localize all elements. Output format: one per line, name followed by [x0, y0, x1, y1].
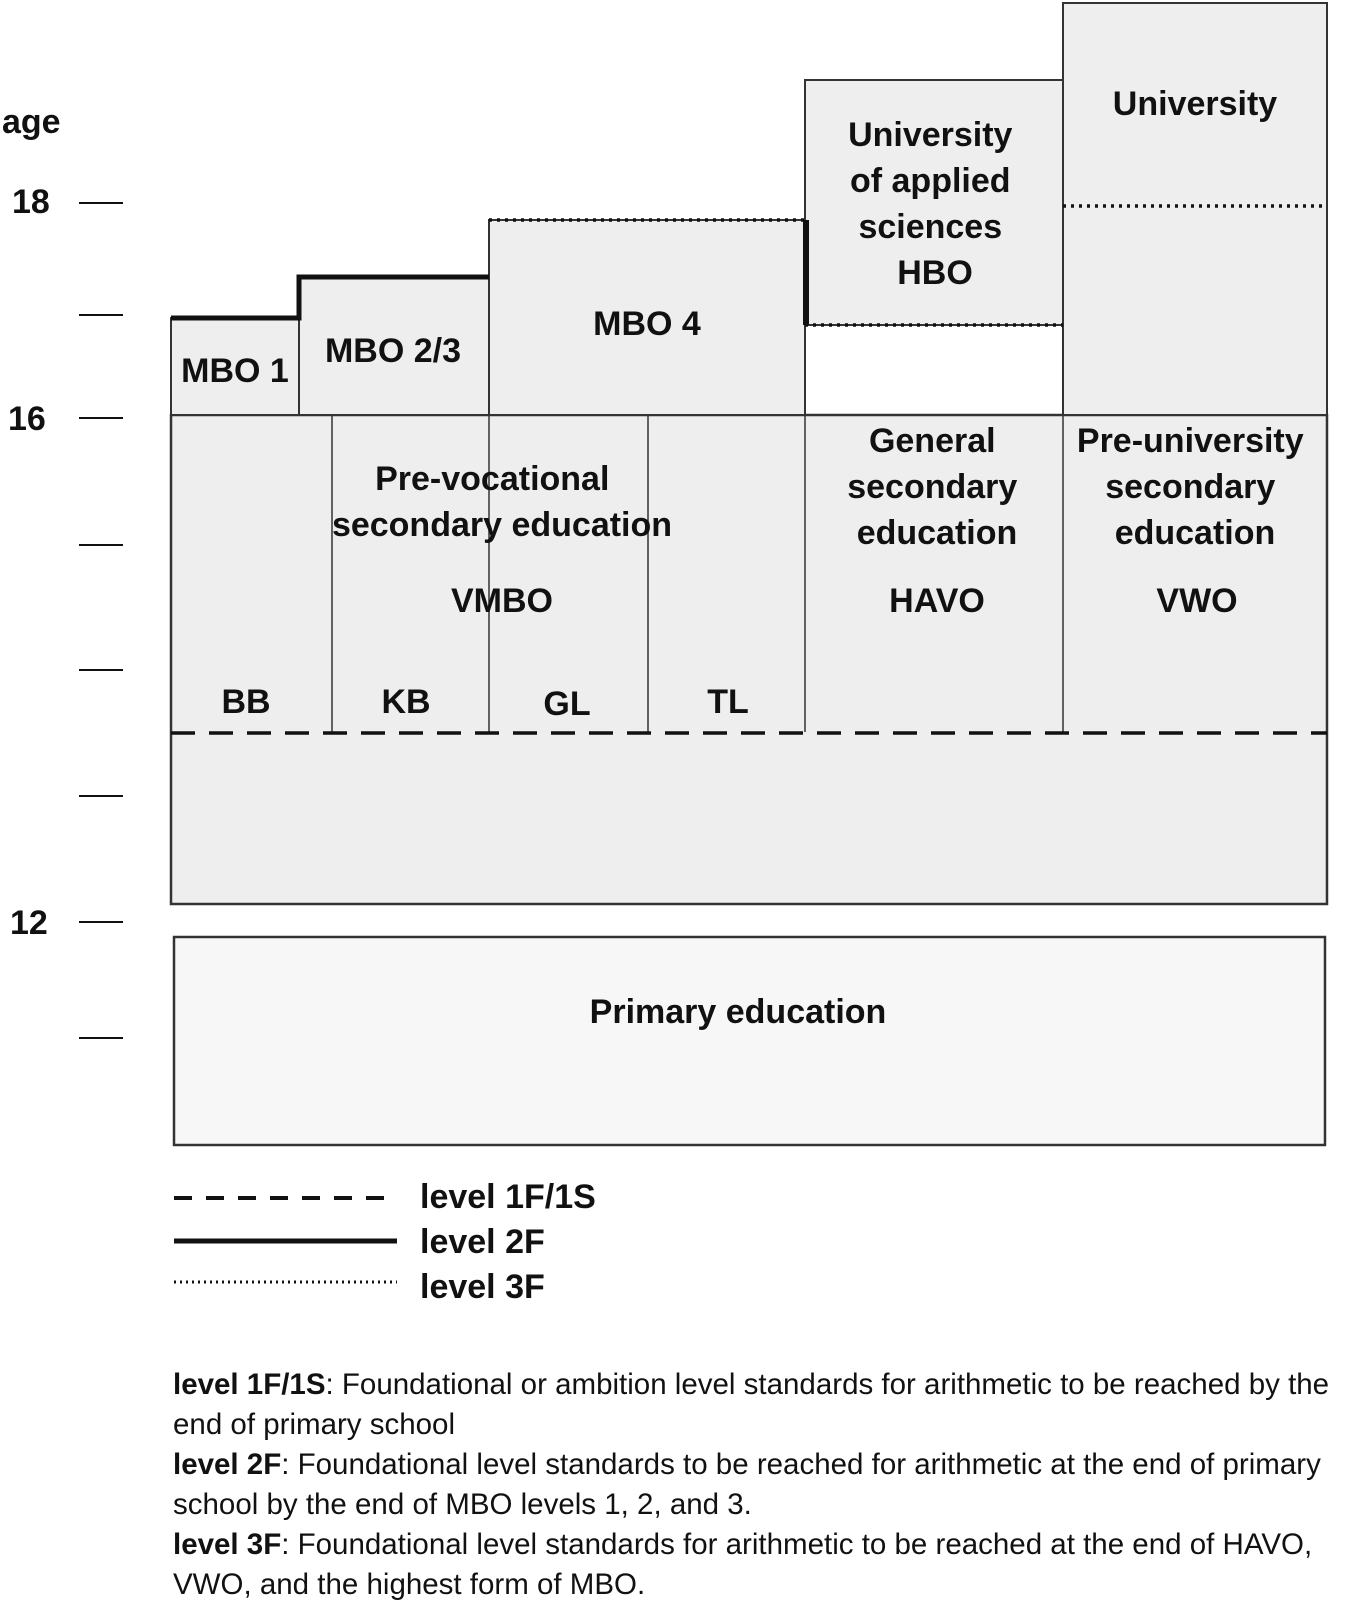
definition-text: : Foundational or ambition level standards for arithmetic to be reached by the end of primary school [173, 1368, 1330, 1441]
havo-label-line: General [868, 422, 996, 460]
primary-education-label: Primary education [589, 993, 887, 1031]
age-tick-label-16: 16 [8, 400, 46, 438]
vmbo-track-kb: KB [381, 683, 431, 721]
definition-text: : Foundational level standards to be reached for arithmetic at the end of primary school by the end of MBO levels 1, 2, and 3. [173, 1448, 1321, 1521]
definition-3f [173, 1525, 1333, 1605]
havo-abbr: HAVO [889, 582, 985, 620]
vmbo-label-line: Pre-vocational [375, 460, 610, 498]
havo-label-line: secondary [847, 468, 1018, 506]
vwo-label-line: secondary [1105, 468, 1276, 506]
vmbo-track-bb: BB [221, 683, 271, 721]
legend-label-2f: level 2F [420, 1223, 545, 1261]
mbo23-label: MBO 2/3 [324, 332, 462, 370]
age-axis-label: age [2, 103, 61, 141]
vmbo-track-tl: TL [707, 683, 749, 721]
vwo-abbr: VWO [1156, 582, 1238, 620]
level-definitions [173, 1365, 1333, 1605]
definition-term: level 2F [173, 1448, 282, 1481]
vmbo-track-gl: GL [543, 685, 591, 723]
hbo-label-line: sciences [858, 208, 1003, 246]
definition-text: : Foundational level standards for arithmetic to be reached at the end of HAVO, VWO, and the highest form of MBO. [173, 1528, 1313, 1601]
definition-1f [173, 1365, 1333, 1445]
havo-label-line: education [856, 514, 1018, 552]
definition-term: level 3F [173, 1528, 282, 1561]
hbo-label-line: of applied [849, 162, 1011, 200]
definition-2f [173, 1445, 1333, 1525]
legend-label-3f: level 3F [420, 1268, 545, 1306]
vmbo-label-line: secondary education [331, 506, 673, 544]
vmbo-abbr: VMBO [451, 582, 553, 620]
hbo-label-line: HBO [897, 254, 973, 292]
primary-education-box [174, 937, 1325, 1145]
mbo1-label: MBO 1 [181, 352, 289, 390]
havo-label [847, 422, 1027, 552]
age-tick-label-18: 18 [12, 183, 50, 221]
age-tick-label-12: 12 [10, 904, 48, 942]
vwo-label-line: education [1114, 514, 1276, 552]
university-box [1063, 3, 1327, 415]
legend [174, 1178, 596, 1306]
mbo4-label: MBO 4 [593, 305, 701, 343]
university-label: University [1112, 85, 1278, 123]
vwo-label-line: Pre-university [1076, 422, 1304, 460]
legend-label-1f: level 1F/1S [420, 1178, 596, 1216]
age-axis-ticks [8, 183, 123, 1038]
definition-term: level 1F/1S [173, 1368, 326, 1401]
hbo-label-line: University [848, 116, 1013, 154]
